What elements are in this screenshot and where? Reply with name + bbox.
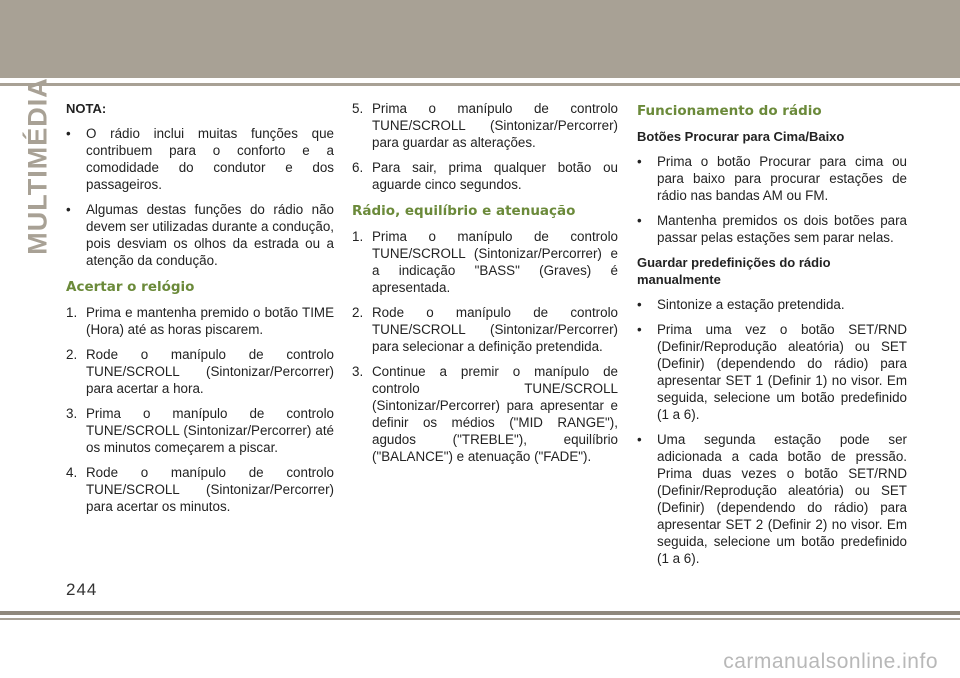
preset-bullet-text: Sintonize a estação pretendida.	[657, 297, 845, 312]
note-label: NOTA:	[66, 101, 107, 116]
footer-rule	[0, 618, 960, 620]
clock-step	[352, 159, 618, 193]
step-number: 1.	[66, 305, 78, 320]
balance-step-text: Continue a premir o manípulo de controlo TUNE/SCROLL (Sintonizar/Percorrer) para apresentar e definir os médios ("MID RANGE"), agudos ("TREBLE"), equilíbrio ("BALANCE") e atenuação ("FADE").	[372, 364, 618, 464]
preset-bullet	[637, 321, 907, 423]
bullet-mark: •	[637, 213, 642, 228]
step-number: 1.	[352, 229, 364, 244]
note-bullet-text: O rádio inclui muitas funções que contribuem para o conforto e a comodidade do condutor e dos passageiros.	[86, 126, 334, 192]
clock-step	[66, 304, 334, 338]
section-tab-label: MULTIMÉDIA	[22, 77, 53, 255]
bullet-mark: •	[637, 322, 642, 337]
preset-bullet-text: Prima uma vez o botão SET/RND (Definir/Reprodução aleatória) ou SET (Definir) (dependendo do rádio) para apresentar SET 1 (Definir 1) no visor. Em seguida, selecione um botão predefinido (1 a 6).	[657, 322, 907, 422]
balance-step	[352, 363, 618, 465]
clock-step	[66, 346, 334, 397]
clock-step	[66, 464, 334, 515]
preset-bullet-text: Uma segunda estação pode ser adicionada a cada botão de pressão. Prima duas vezes o botão SET/RND (Definir/Reprodução aleatória) ou SET (Definir) (dependendo do rádio) para apresentar SET 2 (Definir 2) no visor. Em seguida, selecione um botão predefinido (1 a 6).	[657, 432, 907, 566]
balance-step	[352, 304, 618, 355]
seek-bullet-text: Mantenha premidos os dois botões para passar pelas estações sem parar nelas.	[657, 213, 907, 245]
seek-bullet-text: Prima o botão Procurar para cima ou para baixo para procurar estações de rádio nas bandas AM ou FM.	[657, 154, 907, 203]
clock-step-text: Prima e mantenha premido o botão TIME (Hora) até as horas piscarem.	[86, 305, 334, 337]
clock-step	[352, 100, 618, 151]
section-tab	[18, 77, 58, 255]
balance-step-text: Rode o manípulo de controlo TUNE/SCROLL (Sintonizar/Percorrer) para selecionar a definição pretendida.	[372, 305, 618, 354]
header-rule	[0, 83, 960, 86]
bullet-mark: •	[66, 126, 71, 141]
balance-heading: Rádio, equilíbrio e atenuação	[352, 203, 576, 219]
clock-heading: Acertar o relógio	[66, 279, 195, 295]
column-2	[352, 100, 618, 473]
step-number: 2.	[352, 305, 364, 320]
clock-step-text: Para sair, prima qualquer botão ou aguarde cinco segundos.	[372, 160, 618, 192]
step-number: 5.	[352, 101, 364, 116]
preset-bullet	[637, 296, 907, 313]
clock-step-text: Rode o manípulo de controlo TUNE/SCROLL (Sintonizar/Percorrer) para acertar a hora.	[86, 347, 334, 396]
presets-subheading: Guardar predefinições do rádio manualmente	[637, 255, 831, 287]
step-number: 6.	[352, 160, 364, 175]
bullet-mark: •	[637, 432, 642, 447]
column-1	[66, 100, 334, 523]
clock-step-text: Rode o manípulo de controlo TUNE/SCROLL (Sintonizar/Percorrer) para acertar os minutos.	[86, 465, 334, 514]
bullet-mark: •	[637, 297, 642, 312]
bullet-mark: •	[637, 154, 642, 169]
note-bullet	[66, 201, 334, 269]
bullet-mark: •	[66, 202, 71, 217]
step-number: 4.	[66, 465, 78, 480]
clock-step-text: Prima o manípulo de controlo TUNE/SCROLL (Sintonizar/Percorrer) até os minutos começarem a piscar.	[86, 406, 334, 455]
radio-heading: Funcionamento do rádio	[637, 103, 822, 119]
preset-bullet	[637, 431, 907, 567]
column-3	[637, 100, 907, 575]
step-number: 3.	[66, 406, 78, 421]
watermark: carmanualsonline.info	[723, 650, 938, 673]
footer-band	[0, 611, 960, 615]
note-bullet-text: Algumas destas funções do rádio não devem ser utilizadas durante a condução, pois desviam os olhos da estrada ou a atenção da condução.	[86, 202, 334, 268]
step-number: 3.	[352, 364, 364, 379]
note-bullet	[66, 125, 334, 193]
balance-step-text: Prima o manípulo de controlo TUNE/SCROLL (Sintonizar/Percorrer) e a indicação "BASS" (Graves) é apresentada.	[372, 229, 618, 295]
clock-step-text: Prima o manípulo de controlo TUNE/SCROLL (Sintonizar/Percorrer) para guardar as alterações.	[372, 101, 618, 150]
balance-step	[352, 228, 618, 296]
seek-subheading: Botões Procurar para Cima/Baixo	[637, 129, 845, 144]
step-number: 2.	[66, 347, 78, 362]
header-band	[0, 0, 960, 78]
seek-bullet	[637, 212, 907, 246]
page-number: 244	[66, 580, 98, 599]
seek-bullet	[637, 153, 907, 204]
clock-step	[66, 405, 334, 456]
